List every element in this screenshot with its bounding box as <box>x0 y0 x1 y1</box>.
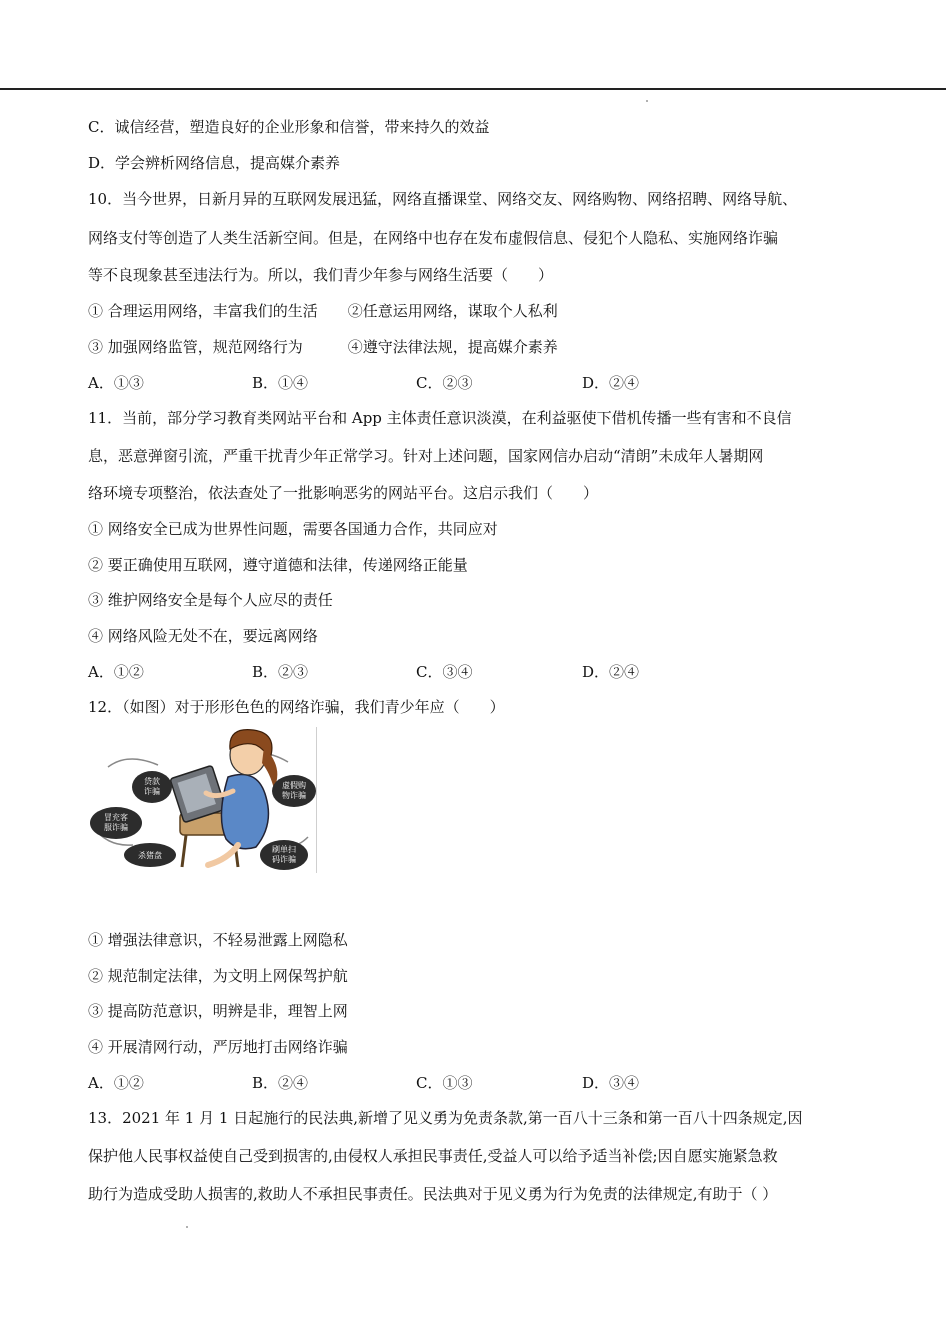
q12-statement-1: ① 增强法律意识，不轻易泄露上网隐私 <box>88 931 348 949</box>
label-loan-2: 诈骗 <box>144 787 160 796</box>
q10-stem-line-1: 10．当今世界，日新月异的互联网发展迅猛，网络直播课堂、网络交友、网络购物、网络招聘、网络导航、 <box>88 190 798 208</box>
q12-statement-4: ④ 开展清网行动，严厉地打击网络诈骗 <box>88 1038 348 1056</box>
label-scan-2: 码诈骗 <box>272 855 296 864</box>
label-fakeshop-1: 虚假购 <box>282 781 306 790</box>
q10-options <box>88 372 788 392</box>
q12-illustration <box>88 727 316 873</box>
q10-statements-3-4: ③ 加强网络监管，规范网络行为 ④遵守法律法规，提高媒介素养 <box>88 338 558 356</box>
prev-option-c: C．诚信经营，塑造良好的企业形象和信誉，带来持久的效益 <box>88 118 490 136</box>
q11-option-d[interactable]: D．②④ <box>582 663 640 681</box>
scan-speck <box>646 100 648 102</box>
label-fakeshop-2: 物诈骗 <box>282 791 306 800</box>
q13-stem-line-3: 助行为造成受助人损害的,救助人不承担民事责任。民法典对于见义勇为行为免责的法律规定,有助于（ ） <box>88 1185 778 1203</box>
label-pig: 杀猪盘 <box>138 851 162 860</box>
woman-dress <box>221 775 268 849</box>
q10-option-b[interactable]: B．①④ <box>252 374 309 392</box>
figure-edge <box>316 727 317 873</box>
label-cs-1: 冒充客 <box>104 813 128 822</box>
q12-option-a[interactable]: A．①② <box>88 1074 144 1092</box>
q11-stem-line-3: 络环境专项整治，依法查处了一批影响恶劣的网站平台。这启示我们（ ） <box>88 484 599 502</box>
fraud-cartoon <box>88 727 316 873</box>
header-rule <box>0 88 946 90</box>
q11-stem-line-2: 息，恶意弹窗引流，严重干扰青少年正常学习。针对上述问题，国家网信办启动“清朗”未成年人暑期网 <box>88 447 764 465</box>
q13-stem-line-1: 13．2021 年 1 月 1 日起施行的民法典,新增了见义勇为免责条款,第一百八十三条和第一百八十四条规定,因 <box>88 1109 803 1127</box>
q11-option-b[interactable]: B．②③ <box>252 663 309 681</box>
q11-option-a[interactable]: A．①② <box>88 663 144 681</box>
scan-speck <box>186 1226 188 1228</box>
label-scan-1: 刷单扫 <box>272 845 296 854</box>
q12-option-d[interactable]: D．③④ <box>582 1074 640 1092</box>
q12-option-b[interactable]: B．②④ <box>252 1074 309 1092</box>
q11-statement-4: ④ 网络风险无处不在，要远离网络 <box>88 627 318 645</box>
q12-statement-3: ③ 提高防范意识，明辨是非，理智上网 <box>88 1002 348 1020</box>
prev-option-d: D．学会辨析网络信息，提高媒介素养 <box>88 154 341 172</box>
label-loan-1: 贷款 <box>144 777 160 786</box>
q12-option-c[interactable]: C．①③ <box>416 1074 473 1092</box>
q11-statement-3: ③ 维护网络安全是每个人应尽的责任 <box>88 591 333 609</box>
q12-statement-2: ② 规范制定法律，为文明上网保驾护航 <box>88 967 348 985</box>
q12-stem: 12．（如图）对于形形色色的网络诈骗，我们青少年应（ ） <box>88 698 505 716</box>
q10-option-c[interactable]: C．②③ <box>416 374 473 392</box>
q11-option-c[interactable]: C．③④ <box>416 663 473 681</box>
q10-option-d[interactable]: D．②④ <box>582 374 640 392</box>
q11-options <box>88 661 788 681</box>
q10-stem-line-2: 网络支付等创造了人类生活新空间。但是，在网络中也存在发布虚假信息、侵犯个人隐私、实施网络诈骗 <box>88 229 779 247</box>
q11-statement-1: ① 网络安全已成为世界性问题，需要各国通力合作，共同应对 <box>88 520 498 538</box>
label-cs-2: 服诈骗 <box>104 823 128 832</box>
q10-option-a[interactable]: A．①③ <box>88 374 144 392</box>
q10-stem-line-3: 等不良现象甚至违法行为。所以，我们青少年参与网络生活要（ ） <box>88 266 554 284</box>
q11-statement-2: ② 要正确使用互联网，遵守道德和法律，传递网络正能量 <box>88 556 468 574</box>
q12-options <box>88 1072 788 1092</box>
q13-stem-line-2: 保护他人民事权益使自己受到损害的,由侵权人承担民事责任,受益人可以给予适当补偿;因自愿实施紧急救 <box>88 1147 778 1165</box>
q10-statements-1-2: ① 合理运用网络，丰富我们的生活 ②任意运用网络，谋取个人私利 <box>88 302 558 320</box>
q11-stem-line-1: 11．当前，部分学习教育类网站平台和 App 主体责任意识淡漠，在利益驱使下借机传播一些有害和不良信 <box>88 409 792 427</box>
